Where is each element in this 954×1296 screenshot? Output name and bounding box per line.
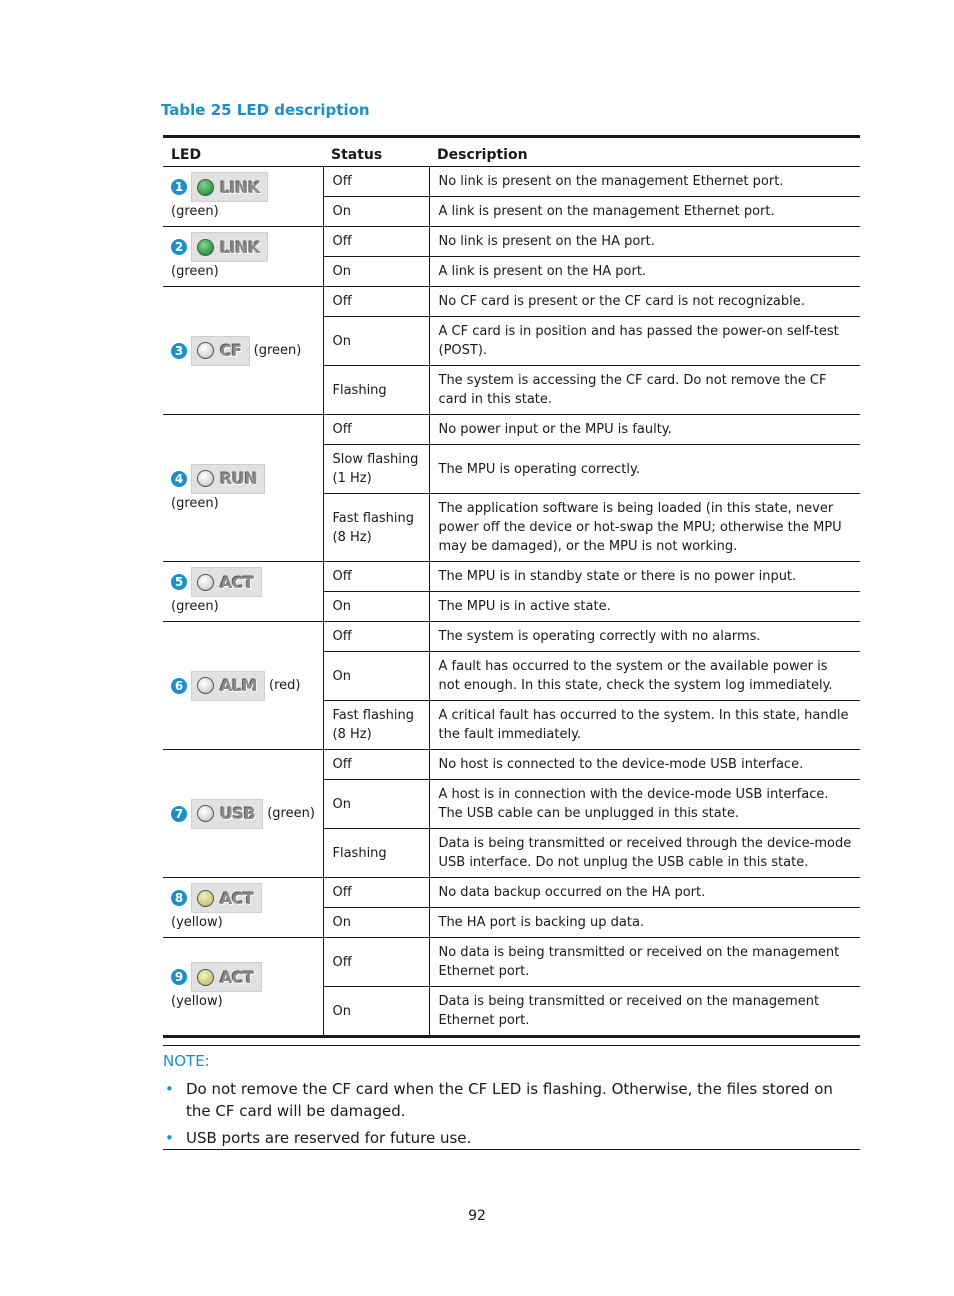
led-color: (green) [171, 599, 219, 614]
led-badge-link [191, 172, 268, 202]
bullet-icon: • [165, 1080, 174, 1098]
status-cell: Off [323, 227, 429, 257]
led-cell-8 [163, 878, 323, 938]
status-cell: Off [323, 287, 429, 317]
status-cell: Off [323, 878, 429, 908]
led-indicator-icon [197, 677, 214, 694]
led-badge-usb [191, 799, 263, 829]
led-cell-6 [163, 622, 323, 750]
led-badge-act [191, 567, 262, 597]
header-description: Description [429, 137, 860, 167]
table-row [163, 938, 860, 987]
led-indicator-icon [197, 342, 214, 359]
status-cell: Slow flashing (1 Hz) [323, 445, 429, 494]
led-badge-act [191, 962, 262, 992]
led-indicator-icon [197, 470, 214, 487]
led-cell-7 [163, 750, 323, 878]
description-cell: A CF card is in position and has passed the power-on self-test (POST). [429, 317, 860, 366]
description-cell: A fault has occurred to the system or the available power is not enough. In this state, check the system log immediately. [429, 652, 860, 701]
led-badge-cf [191, 336, 250, 366]
callout-number-7: 7 [171, 806, 187, 822]
led-label: USB [220, 804, 256, 823]
led-indicator-icon [197, 574, 214, 591]
callout-number-6: 6 [171, 678, 187, 694]
description-cell: The MPU is in standby state or there is no power input. [429, 562, 860, 592]
led-color: (yellow) [171, 994, 223, 1009]
description-cell: The MPU is operating correctly. [429, 445, 860, 494]
status-cell: Off [323, 938, 429, 987]
page-number: 92 [468, 1208, 486, 1224]
header-led: LED [163, 137, 323, 167]
description-cell: No link is present on the HA port. [429, 227, 860, 257]
status-cell: Off [323, 750, 429, 780]
description-cell: A critical fault has occurred to the system. In this state, handle the fault immediately. [429, 701, 860, 750]
status-cell: On [323, 780, 429, 829]
status-cell: Fast flashing (8 Hz) [323, 494, 429, 562]
note-item [163, 1127, 860, 1149]
led-label: ACT [220, 967, 254, 987]
led-description-table [163, 135, 860, 1038]
description-cell: The HA port is backing up data. [429, 908, 860, 938]
status-cell: On [323, 257, 429, 287]
status-cell: Off [323, 415, 429, 445]
description-cell: Data is being transmitted or received on the management Ethernet port. [429, 987, 860, 1037]
table-row [163, 415, 860, 445]
status-cell: Off [323, 167, 429, 197]
table-row [163, 750, 860, 780]
led-label: ACT [220, 572, 254, 592]
led-badge-link [191, 232, 268, 262]
led-indicator-icon [197, 239, 214, 256]
led-badge-act [191, 883, 262, 913]
led-cell-2 [163, 227, 323, 287]
status-cell: On [323, 652, 429, 701]
status-cell: On [323, 592, 429, 622]
table-row [163, 878, 860, 908]
description-cell: No data backup occurred on the HA port. [429, 878, 860, 908]
description-cell: No CF card is present or the CF card is not recognizable. [429, 287, 860, 317]
description-cell: Data is being transmitted or received through the device-mode USB interface. Do not unplug the USB cable in this state. [429, 829, 860, 878]
status-cell: On [323, 987, 429, 1037]
led-cell-1 [163, 167, 323, 227]
led-label: LINK [220, 237, 260, 257]
led-cell-4 [163, 415, 323, 562]
note-item [163, 1078, 860, 1122]
table-row [163, 287, 860, 317]
description-cell: No data is being transmitted or received on the management Ethernet port. [429, 938, 860, 987]
note-text: USB ports are reserved for future use. [186, 1129, 472, 1147]
callout-number-9: 9 [171, 969, 187, 985]
note-text: Do not remove the CF card when the CF LED is flashing. Otherwise, the files stored on the CF card will be damaged. [186, 1080, 833, 1120]
led-badge-run [191, 464, 265, 494]
bullet-icon: • [165, 1129, 174, 1147]
callout-number-1: 1 [171, 179, 187, 195]
description-cell: A host is in connection with the device-mode USB interface. The USB cable can be unplugged in this state. [429, 780, 860, 829]
description-cell: The system is operating correctly with no alarms. [429, 622, 860, 652]
status-cell: Off [323, 562, 429, 592]
led-indicator-icon [197, 969, 214, 986]
led-color: (green) [267, 806, 315, 821]
status-cell: On [323, 908, 429, 938]
status-cell: Off [323, 622, 429, 652]
description-cell: The MPU is in active state. [429, 592, 860, 622]
led-label: ALM [220, 676, 257, 695]
led-color: (red) [269, 678, 301, 693]
table-row [163, 562, 860, 592]
table-row [163, 227, 860, 257]
led-color: (green) [171, 204, 219, 219]
table-caption: Table 25 LED description [161, 101, 370, 119]
description-cell: A link is present on the management Ethernet port. [429, 197, 860, 227]
status-cell: On [323, 197, 429, 227]
led-cell-5 [163, 562, 323, 622]
led-indicator-icon [197, 805, 214, 822]
table-row [163, 622, 860, 652]
led-color: (green) [171, 495, 219, 511]
header-status: Status [323, 137, 429, 167]
note-list [163, 1078, 860, 1154]
led-indicator-icon [197, 179, 214, 196]
led-label: RUN [220, 469, 258, 488]
led-indicator-icon [197, 890, 214, 907]
led-label: LINK [220, 177, 260, 197]
led-color: (yellow) [171, 915, 223, 930]
callout-number-5: 5 [171, 574, 187, 590]
status-cell: Flashing [323, 366, 429, 415]
description-cell: The application software is being loaded (in this state, never power off the device or hot-swap the MPU; otherwise the MPU may be damaged), or the MPU is not working. [429, 494, 860, 562]
callout-number-4: 4 [171, 471, 187, 487]
description-cell: No power input or the MPU is faulty. [429, 415, 860, 445]
led-cell-3 [163, 287, 323, 415]
status-cell: Flashing [323, 829, 429, 878]
description-cell: The system is accessing the CF card. Do not remove the CF card in this state. [429, 366, 860, 415]
note-label: NOTE: [163, 1052, 210, 1070]
led-color: (green) [253, 343, 302, 358]
led-color: (green) [171, 264, 219, 279]
note-top-rule [163, 1045, 860, 1046]
table-header-row [163, 137, 860, 167]
status-cell: On [323, 317, 429, 366]
led-cell-9 [163, 938, 323, 1037]
description-cell: No link is present on the management Ethernet port. [429, 167, 860, 197]
note-bottom-rule [163, 1149, 860, 1150]
status-cell: Fast flashing (8 Hz) [323, 701, 429, 750]
led-label: ACT [220, 888, 254, 908]
description-cell: No host is connected to the device-mode USB interface. [429, 750, 860, 780]
callout-number-8: 8 [171, 890, 187, 906]
led-label: CF [220, 341, 242, 360]
callout-number-2: 2 [171, 239, 187, 255]
table-row [163, 167, 860, 197]
led-badge-alm [191, 671, 265, 701]
description-cell: A link is present on the HA port. [429, 257, 860, 287]
callout-number-3: 3 [171, 343, 187, 359]
